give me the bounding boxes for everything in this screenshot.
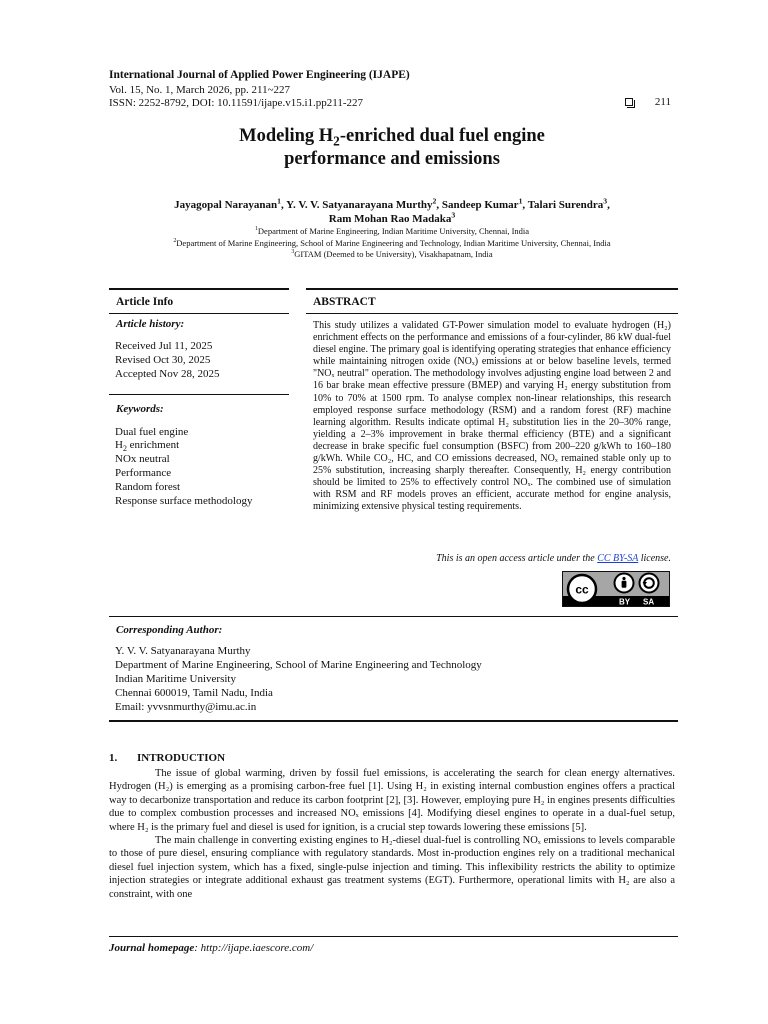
sa-icon bbox=[640, 574, 659, 593]
journal-volume-line: Vol. 15, No. 1, March 2026, pp. 211~227 bbox=[109, 84, 291, 96]
title-line-2: performance and emissions bbox=[284, 149, 500, 169]
corresponding-email: Email: yvvsnmurthy@imu.ac.in bbox=[115, 701, 257, 713]
license-link[interactable]: CC BY-SA bbox=[597, 553, 639, 564]
journal-homepage bbox=[109, 942, 313, 954]
article-info-heading: Article Info bbox=[116, 296, 174, 308]
cc-icon-text: cc bbox=[575, 582, 589, 597]
paper-title bbox=[0, 125, 768, 171]
square-bullet-icon bbox=[625, 98, 633, 106]
affiliation-line bbox=[0, 226, 768, 238]
title-part-b: -enriched dual fuel engine bbox=[339, 126, 545, 146]
author-name: Jayagopal Narayanan bbox=[174, 199, 278, 211]
divider bbox=[109, 720, 678, 722]
homepage-url[interactable]: : http://ijape.iaescore.com/ bbox=[194, 942, 314, 954]
divider bbox=[109, 616, 678, 617]
footer-divider bbox=[109, 936, 678, 937]
page-header-right bbox=[625, 96, 671, 108]
keyword-item: NOx neutral bbox=[115, 453, 170, 465]
oa-prefix: This is an open access article under the bbox=[436, 553, 598, 564]
journal-name: International Journal of Applied Power Engineering (IJAPE) bbox=[109, 69, 410, 81]
journal-issn-line: ISSN: 2252-8792, DOI: 10.11591/ijape.v15.i1.pp211-227 bbox=[109, 97, 364, 109]
cc-badge-graphic bbox=[563, 572, 669, 606]
section-title: INTRODUCTION bbox=[137, 752, 226, 764]
keywords-heading: Keywords: bbox=[116, 403, 164, 415]
affil-text: Department of Marine Engineering, Indian Maritime University, Chennai, India bbox=[257, 226, 530, 236]
accepted-date: Accepted Nov 28, 2025 bbox=[115, 368, 220, 380]
intro-paragraph-1: The issue of global warming, driven by fossil fuel emissions, is accelerating the search for clean energy alternatives. Hydrogen (H₂) is emerging as a promising carbon-free fuel [1]. Using H₂ in existing internal combustion engines offers a practical way to decarbonize transportation and reduce its carbon footprint [2], [3]. However, employing pure H₂ in engines presents difficulties due to complex combustion processes and increased NOₓ emissions [4]. Modifying diesel engines to operate in a dual-fuel setup, where H₂ is the primary fuel and diesel is used for ignition, is a crucial step towards lowering these emissions [5]. bbox=[109, 768, 675, 833]
keyword-item: Random forest bbox=[115, 481, 181, 493]
oa-suffix: license. bbox=[638, 553, 671, 564]
keyword-rest: enrichment bbox=[126, 439, 180, 451]
keyword-item: Response surface methodology bbox=[115, 495, 253, 507]
author-name: Sandeep Kumar bbox=[441, 199, 519, 211]
author-affil-mark: 3 bbox=[451, 210, 456, 220]
keyword-item: Performance bbox=[115, 467, 172, 479]
corresponding-univ: Indian Maritime University bbox=[115, 673, 236, 685]
page-number: 211 bbox=[654, 96, 671, 108]
keyword-sub: 2 bbox=[122, 444, 127, 454]
cc-license-badge[interactable] bbox=[562, 571, 670, 607]
corresponding-name: Y. V. V. Satyanarayana Murthy bbox=[115, 645, 251, 657]
title-part-a: Modeling H bbox=[239, 126, 334, 146]
author-affil-mark: 2 bbox=[432, 196, 437, 206]
affil-num: 1 bbox=[254, 226, 258, 233]
keyword-text: H bbox=[115, 439, 123, 451]
keyword-item: Dual fuel engine bbox=[115, 426, 189, 438]
section-heading bbox=[109, 752, 225, 764]
article-history-heading: Article history: bbox=[116, 318, 185, 330]
affil-num: 2 bbox=[173, 237, 177, 244]
homepage-label: Journal homepage bbox=[109, 942, 195, 954]
corresponding-dept: Department of Marine Engineering, School of Marine Engineering and Technology bbox=[115, 659, 482, 671]
by-label: BY bbox=[619, 597, 631, 606]
corresponding-heading: Corresponding Author: bbox=[116, 624, 223, 636]
divider bbox=[109, 394, 289, 395]
sa-label: SA bbox=[643, 597, 655, 606]
intro-body bbox=[109, 767, 675, 901]
affil-text: GITAM (Deemed to be University), Visakhapatnam, India bbox=[294, 249, 493, 259]
divider bbox=[306, 313, 678, 314]
author-affil-mark: 1 bbox=[518, 196, 523, 206]
intro-paragraph-2: The main challenge in converting existing engines to H₂-diesel dual-fuel is controlling NOₓ emissions to levels comparable to those of pure diesel, ensuring compliance with regulatory standards. Most in-production engines rely on a traditional mechanical diesel fuel injection system, which has a fixed, single-pulse injection and timing. This inflexibility restricts the ability to optimize injection strategies or integrate additional exhaust gas treatment systems (EGT). Furthermore, operational limits with H₂ are also a constraint, with one bbox=[109, 835, 675, 900]
affil-text: Department of Marine Engineering, School of Marine Engineering and Technology, Indian Maritime University, Chennai, India bbox=[176, 237, 611, 248]
received-date: Received Jul 11, 2025 bbox=[115, 340, 213, 352]
affil-num: 3 bbox=[291, 249, 295, 256]
open-access-note bbox=[436, 553, 671, 564]
author-affil-mark: 3 bbox=[603, 196, 608, 206]
section-number: 1. bbox=[109, 752, 118, 764]
divider bbox=[109, 313, 289, 314]
revised-date: Revised Oct 30, 2025 bbox=[115, 354, 211, 366]
author-name: Y. V. V. Satyanarayana Murthy bbox=[286, 199, 433, 211]
abstract-text: This study utilizes a validated GT-Power simulation model to evaluate hydrogen (H₂) enrichment effects on the performance and emissions of a four-cylinder, 86 kW dual-fuel diesel engine. The primary goal is identifying operating strategies that enhance efficiency while maintaining nitrogen oxide (NOₓ) emissions at or below baseline levels, termed "NOₓ neutral" operation. The methodology involves adjusting engine load between 2 and 16 bar brake mean effective pressure (BMEP) and varying H₂ energy substitution from 10% to 70% at 1500 rpm. To analyse complex non-linear relationships, this research employed response surface methodology (RSM) and a random forest (RF) machine learning algorithm. Results indicate optimal H₂ substitution lies in the 20–30% range, yielding a 2–3% improvement in brake thermal efficiency (BTE) and a significant decrease in brake specific fuel consumption (BSFC) from 200–220 g/kWh to 160–180 g/kWh. While CO₂, HC, and CO emissions decreased, NOₓ remained stable only up to 25% substitution, increasing sharply thereafter. Consequently, H₂ energy contribution should be limited to 25% to effectively control NOₓ. The combined use of simulation with RSM and RF models proves an efficient, accurate method for engine analysis, minimizing extensive physical testing requirements. bbox=[313, 320, 671, 513]
corresponding-city: Chennai 600019, Tamil Nadu, India bbox=[115, 687, 273, 699]
affiliations bbox=[0, 226, 768, 261]
title-subscript: 2 bbox=[333, 133, 340, 149]
affiliation-line bbox=[0, 238, 768, 250]
divider bbox=[306, 288, 678, 290]
divider bbox=[109, 288, 289, 290]
author-affil-mark: 1 bbox=[277, 196, 282, 206]
keyword-item bbox=[115, 438, 179, 452]
author-name: Talari Surendra bbox=[527, 199, 604, 211]
affiliation-line bbox=[0, 249, 768, 261]
author-list: Jayagopal Narayanan$^1$, Y. V. V. Satyanarayana Murthy$^2$, Sandeep Kumar$^1$, Talari Surendra$^3$, Ram Mohan Rao Madaka$^3$ bbox=[174, 196, 610, 225]
author-name: Ram Mohan Rao Madaka bbox=[328, 213, 452, 225]
abstract-heading: ABSTRACT bbox=[313, 296, 376, 308]
